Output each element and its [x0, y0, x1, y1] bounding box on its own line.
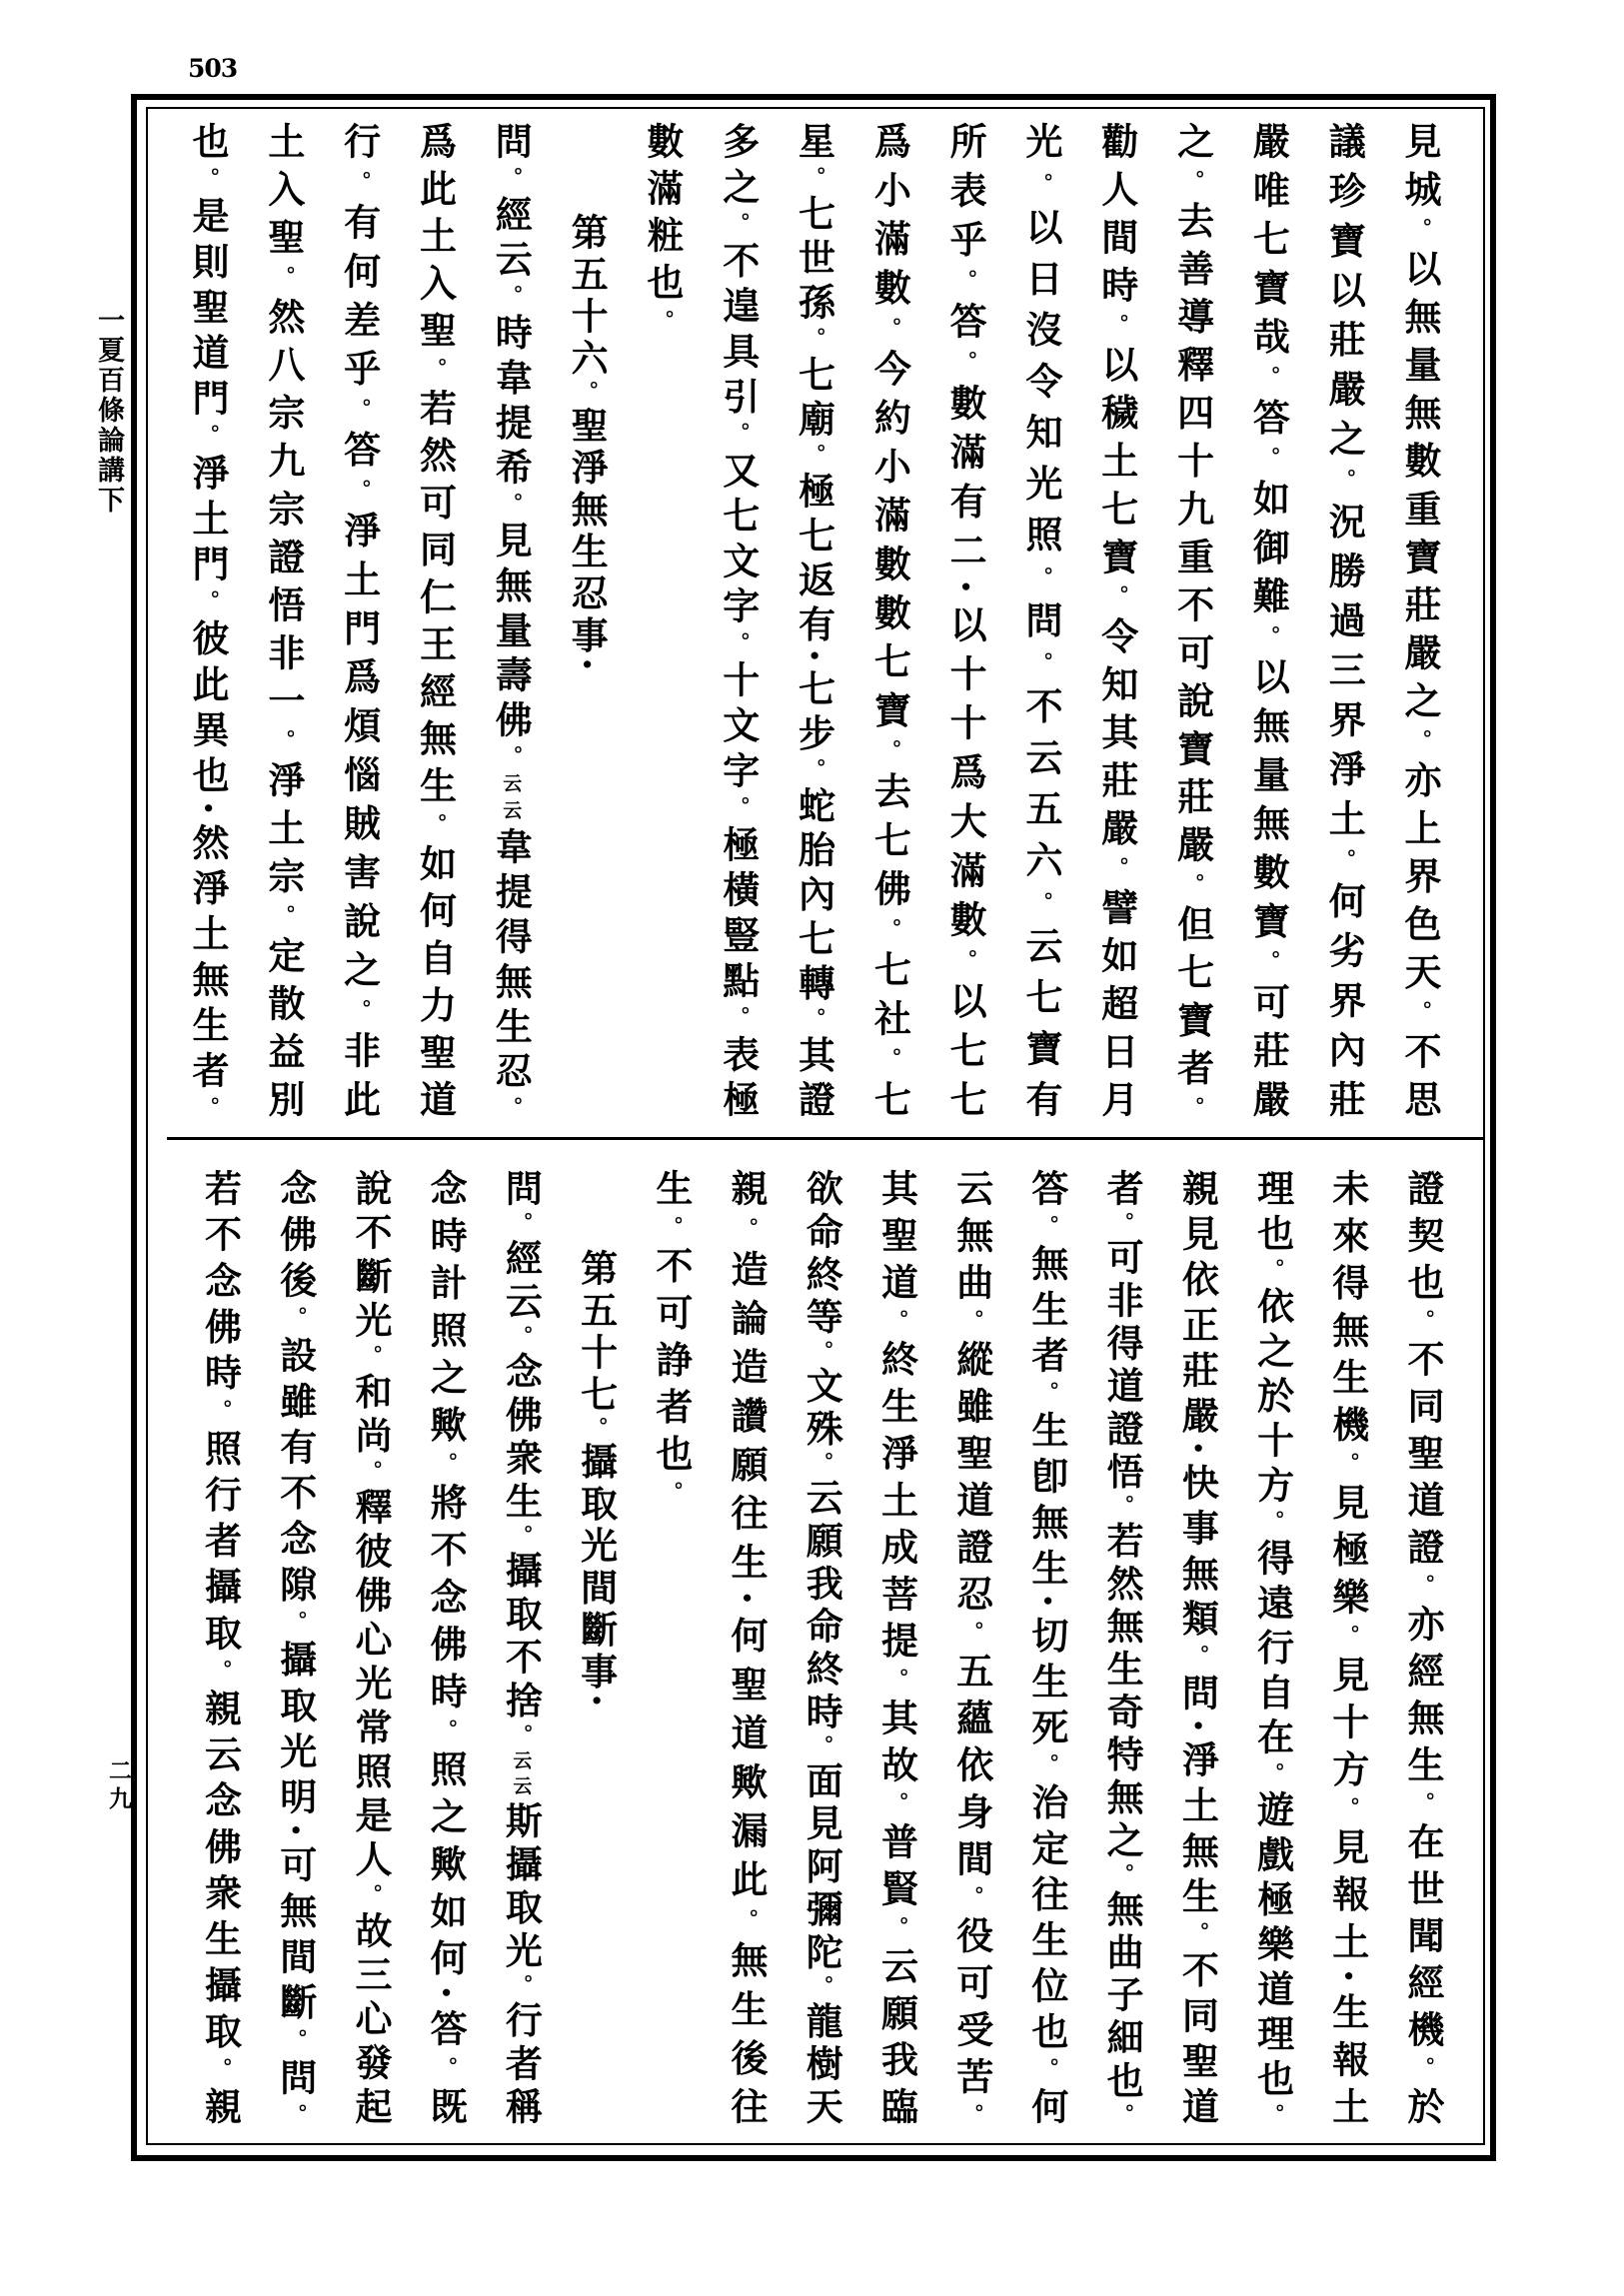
punctuation-mark: 。 — [347, 398, 372, 431]
punctuation-mark: 。 — [208, 1399, 233, 1430]
punctuation-mark: 。 — [347, 479, 372, 512]
punctuation-mark: 。 — [509, 1525, 534, 1552]
punctuation-mark: 。 — [877, 317, 902, 350]
punctuation-mark: 。 — [1408, 728, 1432, 761]
column-text: 若不念佛時。照行者攝取。親云念佛衆生攝取。親 — [198, 1169, 243, 2125]
text-column — [709, 1169, 784, 2124]
text-column — [634, 1169, 709, 2124]
text-column — [408, 1169, 483, 2124]
punctuation-mark: 。 — [358, 1345, 383, 1373]
page-number: 503 — [188, 54, 238, 83]
punctuation-mark: • — [1335, 1969, 1360, 1983]
column-text: 爲小滿數。今約小滿數數七寶。去七佛。七社。七 — [867, 122, 912, 1118]
column-text: 生。不可諍者也。 — [649, 1169, 694, 1512]
punctuation-mark: 。 — [884, 1668, 909, 1699]
text-column — [933, 1169, 1008, 2124]
column-text: 勸人間時。以穢土七寶。令知其莊嚴。譬如超日月 — [1094, 122, 1139, 1118]
punctuation-mark: 。 — [810, 1734, 834, 1761]
column-text: 親。造論造讚願往生•何聖道歟漏此。無生後往 — [725, 1169, 770, 2125]
text-column — [321, 122, 397, 1117]
punctuation-mark: 。 — [1180, 170, 1205, 202]
punctuation-mark: • — [196, 801, 220, 815]
text-column — [333, 1169, 408, 2124]
punctuation-mark: 。 — [735, 1217, 760, 1250]
punctuation-mark: 。 — [959, 1885, 984, 1916]
text-column — [1305, 122, 1381, 1117]
punctuation-mark: • — [584, 1694, 609, 1713]
column-text: 多之。不遑具引。又七文字。十文字。極橫豎點。表極 — [716, 122, 761, 1118]
punctuation-mark: 。 — [509, 1973, 534, 2001]
punctuation-mark: • — [802, 648, 826, 662]
punctuation-mark: 。 — [802, 444, 826, 472]
punctuation-mark: 。 — [1180, 873, 1205, 905]
running-title: 一夏百條論講下 — [93, 306, 124, 516]
column-text: 星。七世孫。七廟。極七返有•七步。蛇胎內七轉。其證 — [792, 122, 836, 1118]
punctuation-mark: 。 — [347, 170, 372, 204]
column-text: 理也。依之於十方。得遠行自在。遊戲極樂道理也。 — [1250, 1169, 1295, 2125]
heading-text: 第五十七。攝取光間斷事• — [574, 1249, 619, 1713]
section-divider — [167, 1137, 1485, 1140]
upper-text-block — [169, 122, 1457, 1117]
punctuation-mark: 。 — [659, 1481, 684, 1512]
punctuation-mark: 。 — [877, 739, 902, 772]
column-text: 見城。以無量無數重寶莊嚴之。亦上界色天。不思 — [1398, 122, 1442, 1118]
punctuation-mark: 。 — [434, 1719, 459, 1750]
text-column — [624, 122, 700, 1117]
text-column — [776, 122, 851, 1117]
punctuation-mark: 。 — [802, 1007, 826, 1036]
punctuation-mark: 。 — [423, 813, 448, 844]
punctuation-mark: 。 — [1411, 1309, 1435, 1341]
text-column — [182, 1169, 257, 2124]
text-column — [851, 122, 927, 1117]
text-column — [1009, 1169, 1084, 2124]
column-text: 問。經云。念佛衆生。攝取不捨。 — [499, 1169, 544, 1751]
punctuation-mark: 。 — [1256, 624, 1281, 658]
text-column — [245, 122, 321, 1117]
column-text: 云無曲。縱雖聖道證忍。五蘊依身間。役可受苦。 — [949, 1169, 994, 2125]
text-column — [1084, 1169, 1159, 2124]
punctuation-mark: 。 — [953, 351, 978, 384]
punctuation-mark: 。 — [1104, 314, 1129, 346]
text-column — [1159, 1169, 1234, 2124]
punctuation-mark: 。 — [208, 1659, 233, 1690]
punctuation-mark: 。 — [1332, 469, 1357, 503]
punctuation-mark: 。 — [810, 1340, 834, 1367]
punctuation-mark: 。 — [1411, 1574, 1435, 1606]
text-column — [169, 122, 245, 1117]
column-text: 韋提得無生忍。 — [489, 827, 534, 1118]
punctuation-mark: 。 — [347, 998, 372, 1032]
punctuation-mark: 。 — [1028, 566, 1053, 601]
punctuation-mark: 。 — [726, 1006, 751, 1035]
punctuation-mark: 。 — [423, 358, 448, 389]
column-text: 爲此土入聖。若然可同仁王經無生。如何自力聖道 — [413, 122, 458, 1118]
punctuation-mark: 。 — [283, 1306, 308, 1336]
folio-number: 二九 — [105, 1758, 132, 1814]
text-column — [1002, 122, 1078, 1117]
punctuation-mark: 。 — [1034, 1381, 1059, 1412]
column-text: 也。是則聖道門。淨土門。彼此異也•然淨土無生者。 — [186, 122, 230, 1118]
text-column — [700, 122, 776, 1117]
punctuation-mark: 。 — [953, 949, 978, 982]
column-text: 者。可非得道證悟。若然無生奇特無之。無曲子細也。 — [1100, 1169, 1145, 2125]
column-text: 未來得無生機。見極樂。見十方。見報土•生報土 — [1325, 1169, 1370, 2124]
punctuation-mark: 。 — [810, 1452, 834, 1479]
punctuation-mark: 。 — [499, 1096, 524, 1118]
punctuation-mark: 。 — [196, 167, 220, 197]
punctuation-mark: 。 — [509, 1212, 534, 1239]
punctuation-mark: 。 — [1110, 1863, 1135, 1890]
punctuation-mark: 。 — [810, 1975, 834, 2002]
punctuation-mark: 。 — [650, 310, 675, 341]
punctuation-mark: 。 — [1110, 1495, 1135, 1522]
punctuation-mark: 。 — [509, 1723, 534, 1751]
punctuation-mark: 。 — [1260, 1510, 1285, 1539]
section-heading-56 — [548, 122, 624, 1117]
text-column — [1234, 1169, 1309, 2124]
punctuation-mark: 。 — [1332, 848, 1357, 882]
column-text: 土入聖。然八宗九宗證悟非一。淨土宗。定散益別 — [261, 122, 306, 1118]
column-text: 證契也。不同聖道證。亦經無生。在世聞經機。於 — [1401, 1169, 1445, 2125]
lower-text-block — [182, 1169, 1460, 2124]
text-column — [1310, 1169, 1385, 2124]
punctuation-mark: 。 — [283, 2028, 308, 2058]
punctuation-mark: 。 — [1260, 2103, 1285, 2125]
text-column — [1078, 122, 1154, 1117]
column-text: 親見依正莊嚴•快事無類。問•淨土無生。不同聖道 — [1175, 1169, 1220, 2125]
punctuation-mark: • — [1034, 1594, 1059, 1608]
punctuation-mark: • — [283, 1823, 308, 1837]
punctuation-mark: 。 — [271, 904, 296, 936]
punctuation-mark: 。 — [1408, 1000, 1432, 1032]
inline-note: 云云 — [510, 1750, 533, 1801]
punctuation-mark: 。 — [877, 917, 902, 951]
punctuation-mark: • — [575, 657, 600, 676]
punctuation-mark: 。 — [499, 493, 524, 522]
punctuation-mark: 。 — [434, 1452, 459, 1484]
punctuation-mark: 。 — [884, 1791, 909, 1823]
punctuation-mark: 。 — [802, 166, 826, 195]
column-text: 所表乎。答。數滿有二•以十十爲大滿數。以七七 — [943, 122, 988, 1118]
punctuation-mark: 。 — [1411, 1791, 1435, 1823]
punctuation-mark: 。 — [1028, 173, 1053, 208]
punctuation-mark: 。 — [196, 589, 220, 619]
punctuation-mark: 。 — [1034, 1214, 1059, 1245]
text-column — [1381, 122, 1457, 1117]
punctuation-mark: 。 — [1110, 1211, 1135, 1239]
punctuation-mark: 。 — [283, 1611, 308, 1641]
punctuation-mark: 。 — [196, 424, 220, 454]
punctuation-mark: 。 — [1260, 1258, 1285, 1287]
column-text: 議珍寶以莊嚴之。況勝過三界淨土。何劣界內莊 — [1322, 122, 1367, 1118]
punctuation-mark: 。 — [1256, 950, 1281, 983]
punctuation-mark: 。 — [1034, 2057, 1059, 2088]
text-column — [258, 1169, 333, 2124]
text-column — [1385, 1169, 1460, 2124]
punctuation-mark: 。 — [1260, 1761, 1285, 1791]
punctuation-mark: • — [1185, 1441, 1210, 1455]
punctuation-mark: 。 — [1110, 2103, 1135, 2125]
column-text: 數滿粧也。 — [640, 122, 685, 341]
text-column — [784, 1169, 858, 2124]
punctuation-mark: 。 — [1034, 1753, 1059, 1783]
punctuation-mark: 。 — [499, 744, 524, 774]
punctuation-mark: 。 — [884, 1915, 909, 1947]
punctuation-mark: • — [953, 579, 978, 593]
punctuation-mark: 。 — [358, 1883, 383, 1911]
punctuation-mark: • — [434, 1985, 459, 1999]
punctuation-mark: 。 — [271, 266, 296, 298]
punctuation-mark: 。 — [1104, 584, 1129, 617]
section-heading-57 — [558, 1169, 633, 2124]
punctuation-mark: 。 — [499, 166, 524, 196]
punctuation-mark: 。 — [283, 2103, 308, 2125]
column-text: 其聖道。終生淨土成菩提。其故。普賢。云願我臨 — [874, 1169, 919, 2125]
punctuation-mark: 。 — [877, 1047, 902, 1081]
punctuation-mark: 。 — [1104, 856, 1129, 888]
punctuation-mark: 。 — [196, 1096, 220, 1118]
punctuation-mark: 。 — [1185, 1645, 1210, 1674]
column-text: 問。經云。時韋提希。見無量壽佛。 — [489, 122, 534, 774]
punctuation-mark: 。 — [1028, 891, 1053, 927]
text-column — [858, 1169, 933, 2124]
column-text: 念時計照之歟。將不念佛時。照之歟如何•答。既 — [424, 1169, 469, 2124]
column-text: 斯攝取光。行者稱 — [499, 1800, 544, 2125]
inline-note: 云云 — [500, 773, 523, 828]
punctuation-mark: 。 — [726, 631, 751, 661]
punctuation-mark: 。 — [1256, 447, 1281, 480]
punctuation-mark: 。 — [726, 796, 751, 825]
text-column — [472, 122, 548, 1117]
punctuation-mark: 。 — [884, 1309, 909, 1341]
punctuation-mark: 。 — [659, 1216, 684, 1247]
punctuation-mark: 。 — [434, 2056, 459, 2087]
punctuation-mark: 。 — [726, 212, 751, 242]
text-column — [1154, 122, 1230, 1117]
punctuation-mark: 。 — [1180, 1096, 1205, 1118]
punctuation-mark: 。 — [499, 285, 524, 314]
punctuation-mark: 。 — [584, 1417, 609, 1443]
text-column — [397, 122, 473, 1117]
column-text: 光。以日沒令知光照。問。不云五六。云七寶有 — [1018, 122, 1063, 1118]
column-text: 說不斷光。和尚。釋彼佛心光常照是人。故三心發起 — [348, 1169, 393, 2125]
column-text: 嚴唯七寶哉。答。如御難。以無量無數寶。可莊嚴 — [1246, 122, 1291, 1118]
punctuation-mark: 。 — [509, 1325, 534, 1353]
punctuation-mark: 。 — [959, 1621, 984, 1652]
text-column — [1230, 122, 1306, 1117]
punctuation-mark: 。 — [1028, 651, 1053, 687]
punctuation-mark: 。 — [1408, 218, 1432, 250]
text-column — [926, 122, 1002, 1117]
column-text: 欲命終等。文殊。云願我命終時。面見阿彌陀。龍樹天 — [800, 1169, 844, 2124]
heading-text: 第五十六。聖淨無生忍事• — [565, 213, 610, 676]
column-text: 之。去善導釋四十九重不可說寶莊嚴。但七寶者。 — [1170, 122, 1215, 1118]
punctuation-mark: • — [735, 1591, 760, 1605]
punctuation-mark: 。 — [953, 269, 978, 303]
punctuation-mark: 。 — [271, 728, 296, 761]
punctuation-mark: • — [1185, 1719, 1210, 1732]
punctuation-mark: 。 — [959, 2103, 984, 2125]
punctuation-mark: 。 — [959, 1309, 984, 1341]
punctuation-mark: 。 — [1335, 1796, 1360, 1828]
punctuation-mark: 。 — [358, 1460, 383, 1489]
punctuation-mark: 。 — [1411, 2056, 1435, 2088]
punctuation-mark: 。 — [575, 381, 600, 407]
punctuation-mark: 。 — [208, 2057, 233, 2088]
punctuation-mark: 。 — [802, 327, 826, 356]
column-text: 行。有何差乎。答。淨土門爲煩惱賊害說之。非此 — [337, 122, 382, 1118]
punctuation-mark: 。 — [1335, 1625, 1360, 1656]
punctuation-mark: 。 — [802, 757, 826, 786]
column-text: 答。無生者。生卽無生•切生死。治定往生位也。何 — [1024, 1169, 1069, 2125]
column-text: 念佛後。設雖有不念隙。攝取光明•可無間斷。問。 — [273, 1169, 318, 2125]
punctuation-mark: 。 — [1335, 1452, 1360, 1484]
punctuation-mark: 。 — [1256, 366, 1281, 399]
punctuation-mark: 。 — [726, 422, 751, 452]
punctuation-mark: 。 — [735, 1908, 760, 1941]
punctuation-mark: 。 — [1185, 1921, 1210, 1951]
text-column — [483, 1169, 558, 2124]
